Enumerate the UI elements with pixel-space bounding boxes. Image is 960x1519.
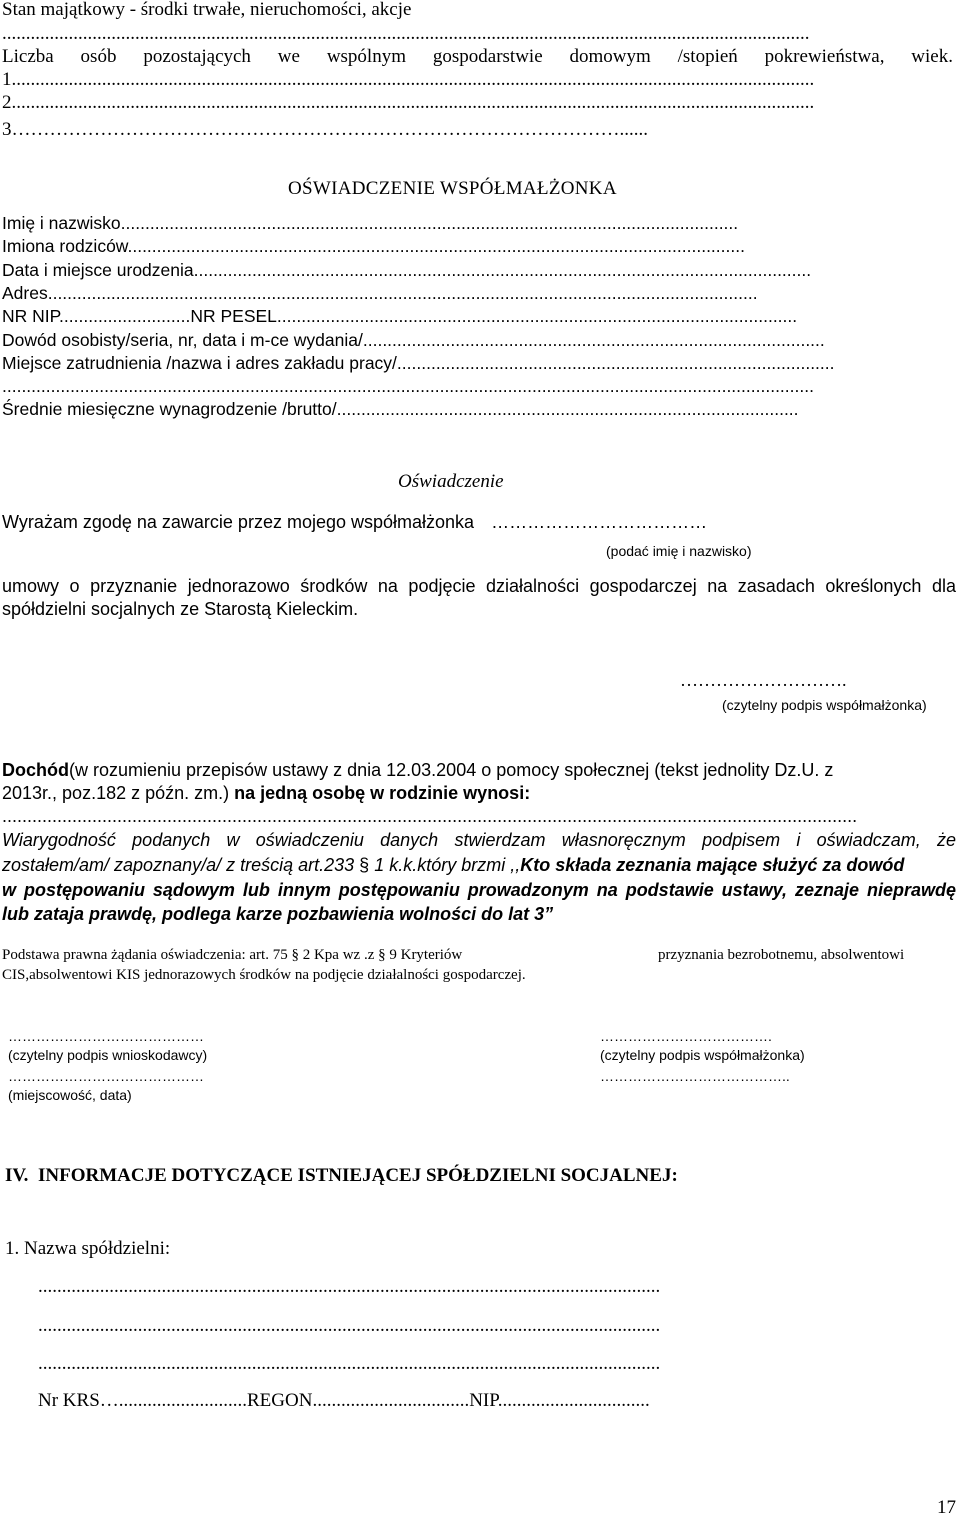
attestation-line1: Wiarygodność podanych w oświadczeniu danych stwierdzam własnoręcznym podpisem i oświadczam, że xyxy=(2,830,956,850)
income-fill-line: ........................................................................................................................................................................... xyxy=(2,806,858,826)
legal-basis-section-1: § xyxy=(291,947,299,963)
spouse-signature-label: (czytelny podpis współmałżonka) xyxy=(722,697,927,713)
field-row xyxy=(2,375,864,398)
section-title: INFORMACJE DOTYCZĄCE ISTNIEJĄCEJ SPÓŁDZIELNI SOCJALNEJ: xyxy=(38,1165,678,1186)
attestation-line3: w postępowaniu sądowym lub innym postępowaniu prowadzonym na podstawie ustawy, zeznaje nieprawdę xyxy=(2,880,956,900)
legal-basis-a: Podstawa prawna żądania oświadczenia: art. 75 xyxy=(2,947,292,963)
field-label: Adres xyxy=(2,282,48,303)
consent-dots: ……………………………… xyxy=(491,512,708,532)
place-date-dots: …………………………………… xyxy=(8,1068,204,1084)
field-row xyxy=(2,235,864,258)
legal-basis-b: 2 Kpa wz .z xyxy=(298,947,379,963)
field-label: Imiona rodziców xyxy=(2,236,128,257)
field-row xyxy=(2,259,854,282)
spouse-declaration-title: OŚWIADCZENIE WSPÓŁMAŁŻONKA xyxy=(288,178,617,199)
field-label: Data i miejsce urodzenia xyxy=(2,259,194,280)
legal-basis-line1-right: przyznania bezrobotnemu, absolwentowi xyxy=(658,947,905,963)
coop-name-label: 1. Nazwa spółdzielni: xyxy=(5,1238,171,1259)
household-item-1: 1......................................................................................................................................................................... xyxy=(2,69,815,90)
field-row xyxy=(2,212,864,235)
consent-line xyxy=(2,511,707,534)
krs-regon-nip-line: Nr KRS…...........................REGON.................................NIP................................ xyxy=(38,1390,650,1411)
spouse-signature-dots-2: ………………………………. xyxy=(600,1028,772,1044)
statement-para-line2: spółdzielni socjalnych ze Starostą Kieleckim. xyxy=(2,599,359,619)
field-fill: ........................................................................................................... xyxy=(276,306,798,327)
assets-fill-line: .......................................................................................................................................................................... xyxy=(2,23,810,44)
field-fill: ............................................................................................................................... xyxy=(127,236,745,257)
attestation-line2 xyxy=(2,854,904,877)
household-line: Liczba osób pozostających we wspólnym gospodarstwie domowym /stopień pokrewieństwa, wiek. xyxy=(2,46,953,67)
attestation-line4: lub zataja prawdę, podlega karze pozbawienia wolności do lat 3” xyxy=(2,904,554,924)
page-number: 17 xyxy=(937,1497,956,1518)
legal-basis-line1 xyxy=(2,946,462,965)
field-label: Imię i nazwisko xyxy=(2,213,121,233)
income-line2 xyxy=(2,782,530,805)
income-bold-word: Dochód xyxy=(2,760,69,780)
legal-basis-section-2: § xyxy=(378,947,386,963)
section-number: IV. xyxy=(5,1165,29,1186)
name-hint: (podać imię i nazwisko) xyxy=(606,543,752,559)
attestation-line2-a: zostałem/am/ zapoznany/a/ z treścią art.233 xyxy=(2,855,360,875)
household-item-2: 2......................................................................................................................................................................... xyxy=(2,92,815,113)
statement-para-line1: umowy o przyznanie jednorazowo środków na podjęcie działalności gospodarczej na zasadach określonych dla xyxy=(2,576,956,596)
legal-basis-line2: CIS,absolwentowi KIS jednorazowych środków na podjęcie działalności gospodarczej. xyxy=(2,967,526,983)
attestation-line2-bold: Kto składa zeznania mające służyć za dowód xyxy=(520,855,905,875)
household-item-3: 3……………………………………………………………………………………...... xyxy=(2,119,648,140)
applicant-signature-label: (czytelny podpis wnioskodawcy) xyxy=(8,1047,208,1063)
income-line2-normal: 2013r., poz.182 z późn. zm.) xyxy=(2,783,230,803)
income-line1 xyxy=(2,759,833,782)
spouse-place-date-dots: ………………………………….. xyxy=(600,1068,790,1084)
field-fill: .................................................................................................................................................. xyxy=(47,282,758,303)
legal-basis-c: 9 Kryteriów xyxy=(385,947,463,963)
field-fill: ....................................................................................................................................................................... xyxy=(2,376,814,397)
attestation-line2-b: 1 k.k.który brzmi ,, xyxy=(369,855,521,875)
coop-name-fill-2: ................................................................................................................................... xyxy=(38,1315,661,1336)
field-fill: ............................................................................................... xyxy=(362,329,825,350)
income-line1-rest: (w rozumieniu przepisów ustawy z dnia 12.03.2004 o pomocy społecznej (tekst jednolity Dz.U. z xyxy=(69,760,834,780)
coop-name-fill-1: ................................................................................................................................... xyxy=(38,1276,661,1297)
field-label: Miejsce zatrudnienia /nazwa i adres zakładu pracy/ xyxy=(2,352,397,373)
section-sign: § xyxy=(359,855,370,875)
field-row xyxy=(2,282,864,305)
field-fill: .......................................................................................... xyxy=(396,352,835,373)
field-label: Dowód osobisty/seria, nr, data i m-ce wydania/ xyxy=(2,329,363,350)
assets-line: Stan majątkowy - środki trwałe, nieruchomości, akcje xyxy=(2,0,412,20)
spouse-signature-label-2: (czytelny podpis współmałżonka) xyxy=(600,1047,805,1063)
field-row xyxy=(2,305,864,328)
consent-text: Wyrażam zgodę na zawarcie przez mojego współmałżonka xyxy=(2,512,475,532)
field-fill: ............................................................................................................................... xyxy=(193,259,812,280)
field-label: Średnie miesięczne wynagrodzenie /brutto/ xyxy=(2,399,337,420)
field-fill: ............................................................................................................................... xyxy=(120,213,739,233)
coop-name-fill-3: ................................................................................................................................... xyxy=(38,1353,661,1374)
field-fill: ............................................................................................... xyxy=(336,399,799,420)
place-date-label: (miejscowość, data) xyxy=(8,1087,132,1103)
field-row xyxy=(2,398,864,421)
field-label: NR NIP...........................NR PESEL xyxy=(2,306,277,327)
spouse-signature-dots: ………………………. xyxy=(680,670,847,690)
income-line2-bold: na jedną osobę w rodzinie wynosi: xyxy=(229,783,531,803)
field-row xyxy=(2,329,864,352)
statement-title: Oświadczenie xyxy=(398,471,504,492)
applicant-signature-dots: …………………………………… xyxy=(8,1028,204,1044)
field-row xyxy=(2,352,864,375)
